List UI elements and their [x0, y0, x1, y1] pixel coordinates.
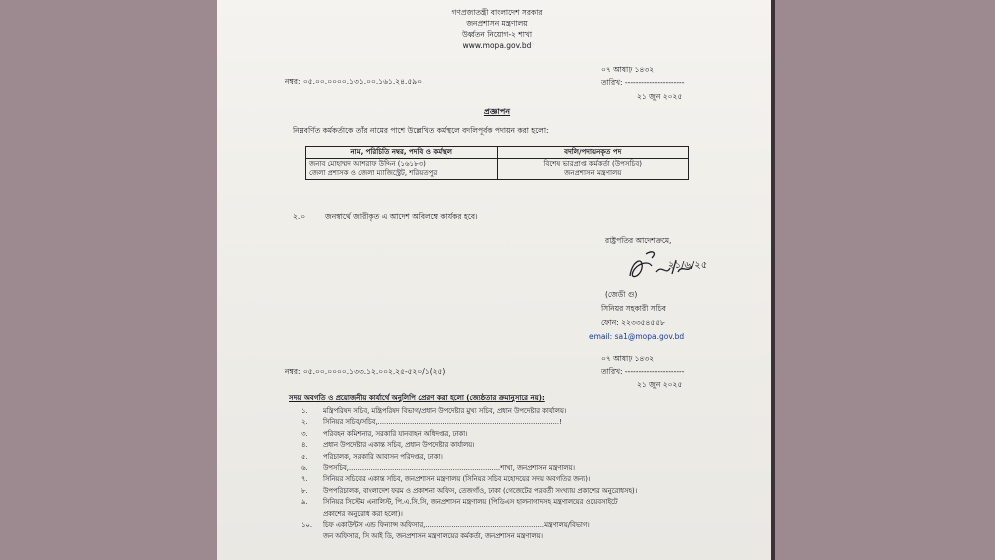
header-line-3: উর্ধ্বতন নিয়োগ-২ শাখা	[461, 30, 533, 39]
officer-current-post: জেলা প্রশাসক ও জেলা ম্যাজিস্ট্রেট, শরিয়তপুর	[309, 169, 438, 177]
document-title: প্রজ্ঞাপন	[483, 107, 511, 116]
para2-text: জনস্বার্থে জারীকৃত এ আদেশ অবিলম্বে কার্যকর হবে।	[325, 212, 478, 221]
list-item-text: সিনিয়র সচিবের একান্ত সচিব, জনপ্রশাসন মন্ত্রণালয় (সিনিয়র সচিব মহোদয়ের সদয় অবগতির জন্য)।	[323, 475, 591, 484]
list-item-text: মন্ত্রিপরিষদ সচিব, মন্ত্রিপরিষদ বিভাগ/প্রধান উপদেষ্টার মুখ্য সচিব, প্রধান উপদেষ্টার কার্যালয়।	[323, 407, 567, 415]
new-post-ministry: জনপ্রশাসন মন্ত্রণালয়	[564, 169, 622, 177]
distribution-heading: সদয় অবগতি ও প্রয়োজনীয় কার্যার্থে অনুলিপি প্রেরণ করা হলো (জ্যেষ্ঠতার ক্রমানুসারে নয়):	[289, 394, 545, 402]
signature-date: ২১/৬/২৫	[668, 260, 708, 271]
table-row	[306, 159, 689, 180]
list-item	[301, 463, 761, 474]
list-item	[301, 452, 761, 463]
table-cell-new-post	[497, 159, 689, 180]
list-item-number: ১.	[301, 407, 308, 415]
list-item-number: ৫.	[301, 452, 308, 461]
memo2-date-bn: ০৭ আষাঢ় ১৪৩২	[601, 354, 655, 363]
list-item-number: ২.	[301, 418, 308, 427]
transfer-table	[305, 146, 689, 180]
by-order-text: রাষ্ট্রপতির আদেশক্রমে,	[605, 236, 672, 245]
list-item-number: ৯.	[301, 498, 308, 507]
header-line-2: জনপ্রশাসন মন্ত্রণালয়	[466, 19, 528, 28]
distribution-list	[301, 406, 761, 543]
memo1-date-en: ২১ জুন ২০২৫	[637, 92, 683, 101]
para2-number: ২.০	[293, 212, 306, 221]
table-header-name: নাম, পরিচিতি নম্বর, পদবি ও কর্মস্থল	[306, 147, 498, 159]
list-item-text: প্রকাশের অনুরোধ করা হলো)।	[323, 509, 403, 518]
table-header-row	[306, 147, 689, 159]
intro-paragraph: নিম্নবর্ণিত কর্মকর্তাকে তাঁর নামের পাশে উল্লেখিত কর্মস্থলে বদলিপূর্বক পদায়ন করা হলো:	[293, 126, 549, 135]
list-item	[301, 520, 761, 531]
header-website: www.mopa.gov.bd	[462, 41, 532, 50]
list-item	[301, 531, 761, 542]
list-item-number: ৭.	[301, 475, 308, 484]
list-item	[301, 406, 761, 417]
memo1-number: নম্বর: ০৫.০০.০০০০.১৩১.০০.১৬১.২৪.৫৯০	[285, 77, 422, 86]
header-line-1: গণপ্রজাতন্ত্রী বাংলাদেশ সরকার	[451, 8, 543, 17]
signatory-phone: ফোন: ২২৩৩৫৪৫৫৮	[601, 318, 665, 327]
list-item	[301, 497, 761, 508]
signature-image	[622, 246, 708, 288]
list-item-number: ৩.	[301, 429, 308, 438]
list-item-number: ৪.	[301, 441, 308, 450]
table-header-post: বদলি/পদায়নকৃত পদ	[497, 147, 689, 159]
list-item	[301, 509, 761, 520]
signatory-email[interactable]: email: sa1@mopa.gov.bd	[589, 332, 685, 341]
list-item-number: ৬.	[301, 463, 308, 472]
list-item	[301, 429, 761, 440]
list-item	[301, 417, 761, 428]
memo2-number: নম্বর: ০৫.০০.০০০০.১৩৩.১২.০০২.২৫-৫২০/১(২৫)	[285, 367, 446, 376]
signatory-name: (জেডী গু)	[605, 290, 638, 299]
list-item-text: উপপরিচালক, বাংলাদেশ ফরম ও প্রকাশনা অফিস, তেজগাঁও, ঢাকা (গেজেটের পরবর্তী সংখ্যায় প্রকাশের অনুরোধসহ)।	[323, 486, 638, 495]
memo1-date-label: তারিখ: ----------------------	[601, 78, 685, 87]
officer-name: জনাব মোহাম্মদ আশরাফ উদ্দিন (১৬১৮৩)	[309, 160, 426, 168]
list-item-text: পরিবহন কমিশনার, সরকারি যানবাহন অধিদপ্তর, ঢাকা।	[323, 429, 468, 438]
list-item-text: পরিচালক, সরকারি আবাসন পরিদপ্তর, ঢাকা।	[323, 452, 443, 461]
list-item-text: উপসচিব,......................................................................শাখা, জনপ্রশাসন মন্ত্রণালয়।	[323, 463, 575, 472]
paper-edge-shadow	[771, 0, 775, 560]
memo2-date-label: তারিখ: ----------------------	[601, 367, 685, 376]
list-item-text: সিনিয়র সিস্টেম এনালিস্ট, পি.এ.সি.সি, জনপ্রশাসন মন্ত্রণালয় (পিডিএস হালনাগাদসহ মন্ত্রণালয়ের ওয়েবসাইটে	[323, 498, 618, 507]
list-item-number: ১০.	[301, 520, 312, 529]
list-item	[301, 474, 761, 485]
memo2-date-en: ২১ জুন ২০২৫	[637, 380, 683, 389]
list-item-text: জন অফিসার, সি আই ডি, জনপ্রশাসন মন্ত্রণালয়ের কর্মকর্তা, জনপ্রশাসন মন্ত্রণালয়।	[323, 532, 543, 541]
signatory-designation: সিনিয়র সহকারী সচিব	[601, 304, 666, 313]
list-item-text: সিনিয়র সচিব/সচিব,....................................................................................!	[323, 418, 562, 427]
list-item	[301, 486, 761, 497]
memo1-date-bn: ০৭ আষাঢ় ১৪৩২	[601, 65, 655, 74]
list-item	[301, 440, 761, 451]
new-post-title: বিশেষ ভারপ্রাপ্ত কর্মকর্তা (উপসচিব)	[543, 160, 642, 168]
table-cell-officer	[306, 159, 498, 180]
document-page	[217, 0, 771, 560]
list-item-text: প্রধান উপদেষ্টার একান্ত সচিব, প্রধান উপদেষ্টার কার্যালয়।	[323, 441, 475, 450]
list-item-text: চিফ একাউন্টস এন্ড ফিন্যান্স অফিসার,.......................................................মন্ত্রণালয়/বিভাগ।	[323, 520, 590, 529]
list-item-number: ৮.	[301, 486, 308, 495]
